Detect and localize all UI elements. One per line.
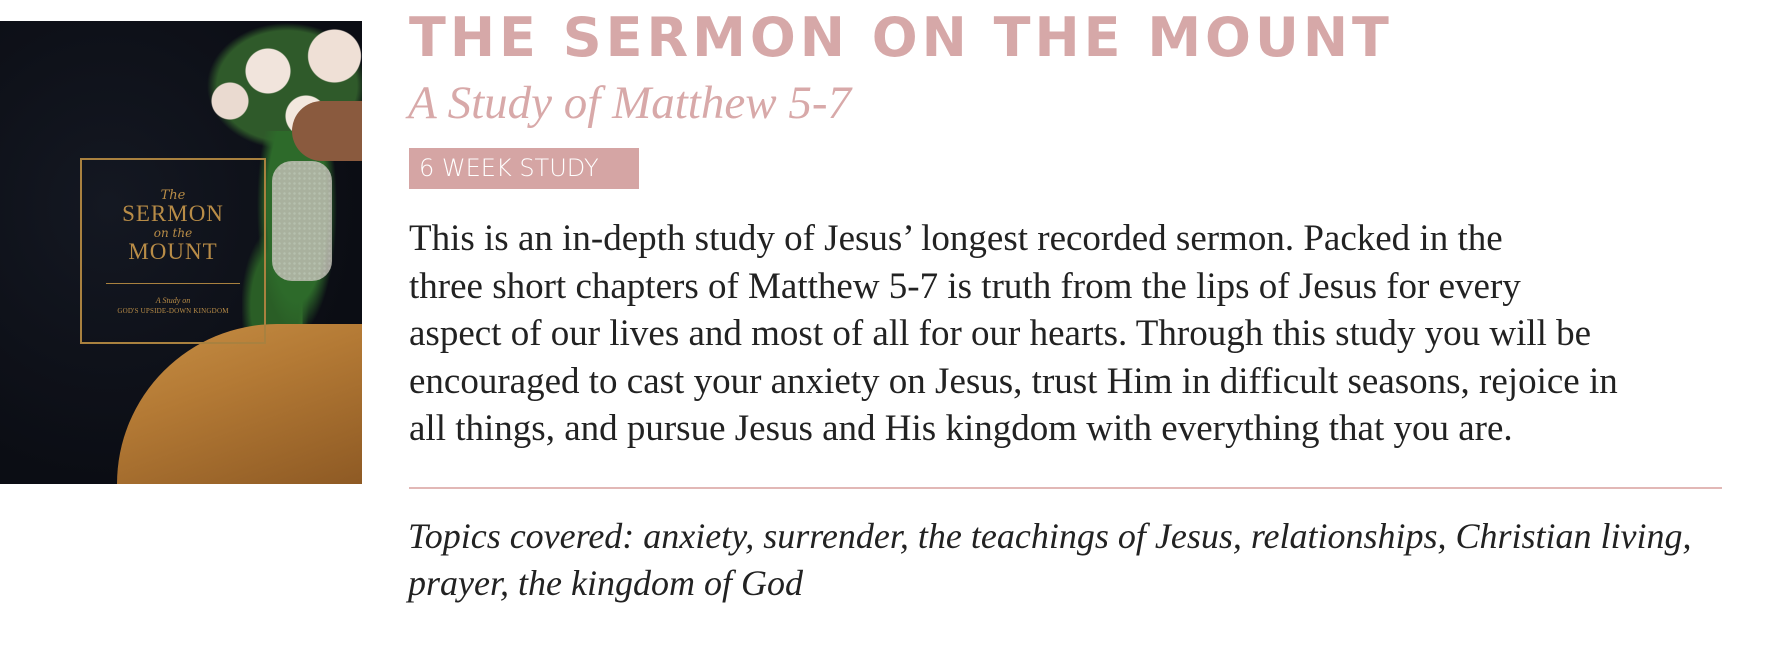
book-cover-image [0, 21, 362, 484]
topics-line: Topics covered: anxiety, surrender, the teachings of Jesus, relationships, Christian living, [408, 516, 1692, 556]
topics-covered [408, 513, 1748, 607]
description-line: three short chapters of Matthew 5-7 is truth from the lips of Jesus for every [409, 265, 1521, 307]
cover-kingdom: GOD'S UPSIDE-DOWN KINGDOM [117, 307, 229, 315]
cover-title-frame [80, 158, 266, 344]
description-line: This is an in-depth study of Jesus’ longest recorded sermon. Packed in the [409, 218, 1503, 259]
polka-dot-sleeve [272, 161, 332, 281]
topics-line: prayer, the kingdom of God [408, 563, 803, 603]
description [409, 215, 1749, 453]
cover-sermon: SERMON [122, 201, 224, 226]
hand [292, 101, 362, 161]
description-line: encouraged to cast your anxiety on Jesus, trust Him in difficult seasons, rejoice in [409, 360, 1618, 402]
description-line: all things, and pursue Jesus and His kingdom with everything that you are. [409, 408, 1513, 449]
page-subtitle: A Study of Matthew 5-7 [408, 77, 851, 129]
divider [409, 487, 1722, 489]
cover-study-on: A Study on [155, 296, 191, 305]
cover-the: The [160, 188, 186, 203]
page-title: THE SERMON ON THE MOUNT [409, 6, 1393, 69]
mustard-skirt [117, 324, 362, 484]
cover-mount: MOUNT [128, 239, 218, 264]
duration-badge: 6 WEEK STUDY [409, 148, 639, 189]
cover-on-the: on the [153, 226, 193, 240]
cover-rule [106, 283, 240, 284]
description-line: aspect of our lives and most of all for our hearts. Through this study you will be [409, 313, 1592, 354]
